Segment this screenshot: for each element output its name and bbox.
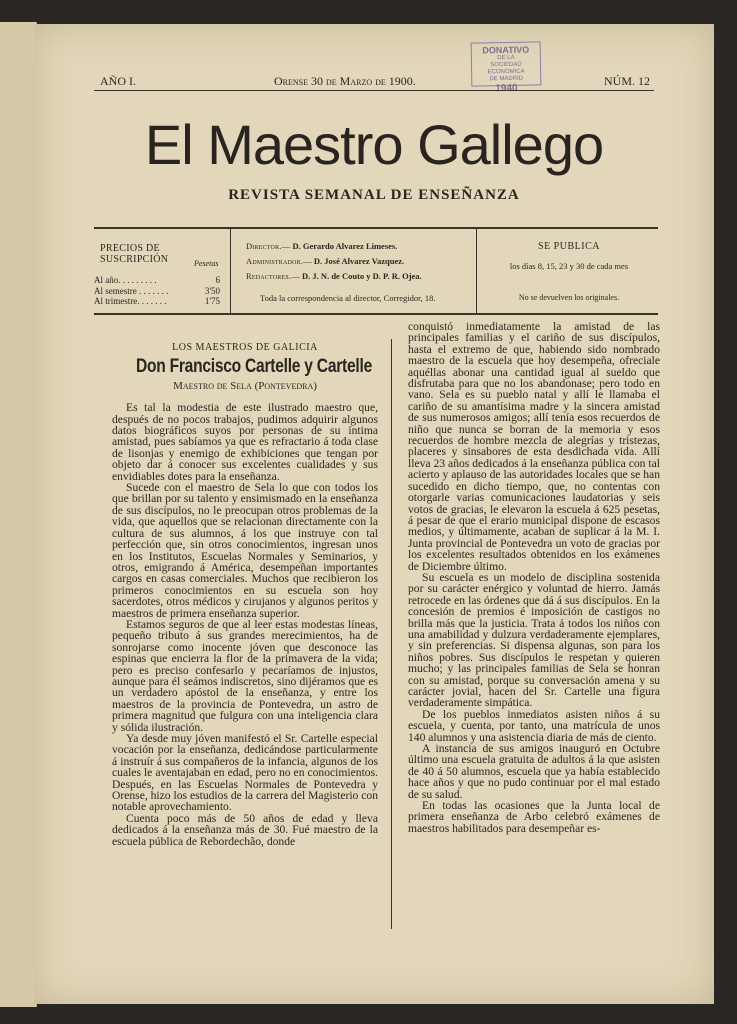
stamp-year: 1940	[495, 82, 518, 95]
issue-number: NÚM. 12	[603, 74, 650, 88]
article-paragraph: conquistó inmediatamente la amistad de las principales familias y el cariño de sus discípulos, hasta el extremo de que, habiendo sido nombrado maestro de la escuela que hoy desempeña, ofreciale aquéllas abonar una cantidad igual al sueldo que disfrutaba para que no los abandonase; pero todo en vano. Sela es su pueblo natal y allí le llamaba el cariño de su amantísima madre y la sincera amistad de sus numerosos amigos; allí tenía esos recuerdos de niño que nunca se borran de la memoria y esos recuerdos de hombre mezcla de alegrías y tristezas, placeres y sinsabores de esta desdichada vida. Allí lleva 23 años dedicados á la enseñanza pública con tal acierto y aplauso de las autoridades locales que se han sucedido en dicho tiempo, que, no contentas con otorgarle varias comunicaciones laudatorias y seis votos de gracias, le elevaron la escuela á 625 pesetas, á pesar de que el erario municipal dispone de escasos medios, y últimamente, acaban de suplicar á la M. I. Junta provincial de Pontevedra un voto de gracias por los excelentes resultados obtenidos en los exámenes de Diciembre último.	[408, 320, 660, 573]
staff-role: Administrador.—	[246, 256, 312, 266]
staff-name: D. José Alvarez Vazquez.	[313, 256, 405, 266]
staff-name: D. Gerardo Alvarez Limeses.	[292, 241, 398, 251]
issue-year: AÑO I.	[100, 74, 136, 88]
section-label: LOS MAESTROS DE GALICIA	[172, 342, 318, 353]
price-label: Al año. . . . . . . . .	[94, 275, 157, 285]
stamp-line4: DE MADRID	[489, 75, 524, 83]
price-value: 3'50	[204, 286, 220, 296]
stamp-line1: DONATIVO	[482, 44, 530, 56]
issue-header	[94, 72, 654, 91]
stamp-line3: SOCIEDAD ECONOMICA	[487, 61, 525, 76]
article-paragraph: De los pueblos inmediatos asisten niños á su escuela, y cuenta, por tanto, una matrícula de unos 140 alumnos y una asistencia diaria de más de ciento.	[408, 707, 660, 744]
article-paragraph: Es tal la modestia de este ilustrado maestro que, después de no pocos trabajos, pudimos adquirir algunos datos biográficos suyos por personas de su íntima amistad, pues sabíamos ya que es refractario á toda clase de lisonjas y enemigo de exhibiciones que tengan por objeto dar á conocer sus excelentes cualidades y sus envidiables dotes para la enseñanza.	[112, 401, 378, 483]
price-value: 1'75	[204, 296, 220, 306]
publish-heading: SE PUBLICA	[538, 241, 600, 252]
subscription-prices	[94, 229, 231, 313]
article-paragraph: Su escuela es un modelo de disciplina sostenida por su carácter enérgico y voluntad de hierro. Jamás retrocede en las órdenes que dá á sus discípulos. En la concesión de premios é imposición de castigos no brilla más que la justicia. Trata á todos los niños con una amabilidad y dulzura verdaderamente ejemplares, y sin preferencias. Si dispensa algunas, son para los niños pobres. Sus discípulos le respetan y quieren mucho; y las principales familias de Sela se honran con su amistad, porque su conversación amena y su carácter jovial, hacen del Sr. Cartelle una figura verdaderamente simpática.	[408, 570, 660, 710]
article-paragraph: En todas las ocasiones que la Junta local de primera enseñanza de Arbo celebró exámenes de maestros habilitados para desempeñar es-	[408, 799, 660, 835]
article-paragraph: A instancia de sus amigos inauguró en Octubre último una escuela gratuita de adultos á la que asisten de 40 á 50 alumnos, escuela que ya había establecido hace años y que no pudo continuar por el mal estado de su salud.	[408, 742, 660, 801]
article-subtitle: Maestro de Sela (Pontevedra)	[173, 379, 317, 392]
article-paragraph: Cuenta poco más de 50 años de edad y lleva dedicados á la enseñanza más de 30. Fué maestro de la escuela pública de Rebordechão, donde	[112, 811, 378, 848]
article-title: Don Francisco Cartelle y Cartelle	[135, 356, 373, 378]
staff-row	[246, 241, 397, 251]
price-label: Al semestre . . . . . . .	[94, 286, 169, 296]
masthead-subtitle: REVISTA SEMANAL DE ENSEÑANZA	[228, 187, 520, 203]
price-value: 6	[215, 275, 220, 285]
staff-row	[246, 256, 404, 266]
stamp-line2: DE LA	[497, 54, 515, 62]
masthead-title: El Maestro Gallego	[144, 113, 604, 176]
currency-label: Pesetas	[194, 259, 219, 268]
issue-date: Orense 30 de Marzo de 1900.	[274, 74, 416, 88]
publish-days: los días 8, 15, 23 y 30 de cada mes	[509, 261, 629, 271]
info-box	[94, 227, 658, 315]
prices-heading: PRECIOS DE SUSCRIPCIÓN	[100, 243, 169, 265]
price-label: Al trimestre. . . . . . .	[94, 296, 167, 306]
adjacent-page-edge	[0, 22, 37, 1007]
staff-role: Director.—	[246, 241, 291, 251]
article-paragraph: Ya desde muy jóven manifestó el Sr. Cartelle especial vocación por la enseñanza, dedicándose particularmente á instruír á sus compañeros de la infancia, algunos de los cuales le aventajaban en edad, pero no en conocimientos. Después, en las Escuelas Normales de Pontevedra y Orense, hizo los estudios de la carrera del Magisterio con notable aprovechamiento.	[112, 732, 378, 814]
article-paragraph: Estamos seguros de que al leer estas modestas líneas, pequeño tributo á sus grandes merecimientos, ha de sonrojarse como inocente jóven que desconoce las espinas que encierra la flor de la primavera de la vida; pero es preciso confesarlo y pecaríamos de injustos, aunque para él seámos indiscretos, sino dijéramos que es un verdadero apóstol de la enseñanza, y entre los maestros de la provincia de Pontevedra, un astro de primera magnitud que fulgura con una inteligencia clara y sólida ilustración.	[112, 617, 378, 734]
article-left-column	[112, 342, 378, 847]
staff-row	[246, 271, 422, 281]
column-divider	[391, 339, 392, 929]
editorial-staff	[234, 229, 477, 313]
originals-note: No se devuelven los originales.	[518, 293, 620, 302]
correspondence-note: Toda la correspondencia al director, Corregidor, 18.	[260, 293, 436, 303]
article-right-column	[408, 321, 660, 834]
article-paragraph: Sucede con el maestro de Sela lo que con todos los que brillan por su talento y ensimismado en la enseñanza de sus discípulos, no le preocupan otros problemas de la vida, que aquellos que se relacionan directamente con la cultura de sus alumnos, á los que instruye con tal perfección que, sin otros conocimientos, ingresan unos en los Institutos, Escuelas Normales y Seminarios, y otros, emigrando á América, desempeñan importantes cargos en casas comerciales. Muchos que recibieron los primeros conocimientos en su escuela son hoy sacerdotes, otros médicos y cirujanos y algunos peritos y maestros de primera enseñanza superior.	[112, 481, 378, 620]
newspaper-page	[34, 24, 714, 1004]
staff-role: Redactores.—	[246, 271, 300, 281]
staff-name: D. J. N. de Couto y D. P. R. Ojea.	[302, 271, 422, 281]
publication-schedule	[480, 229, 658, 313]
